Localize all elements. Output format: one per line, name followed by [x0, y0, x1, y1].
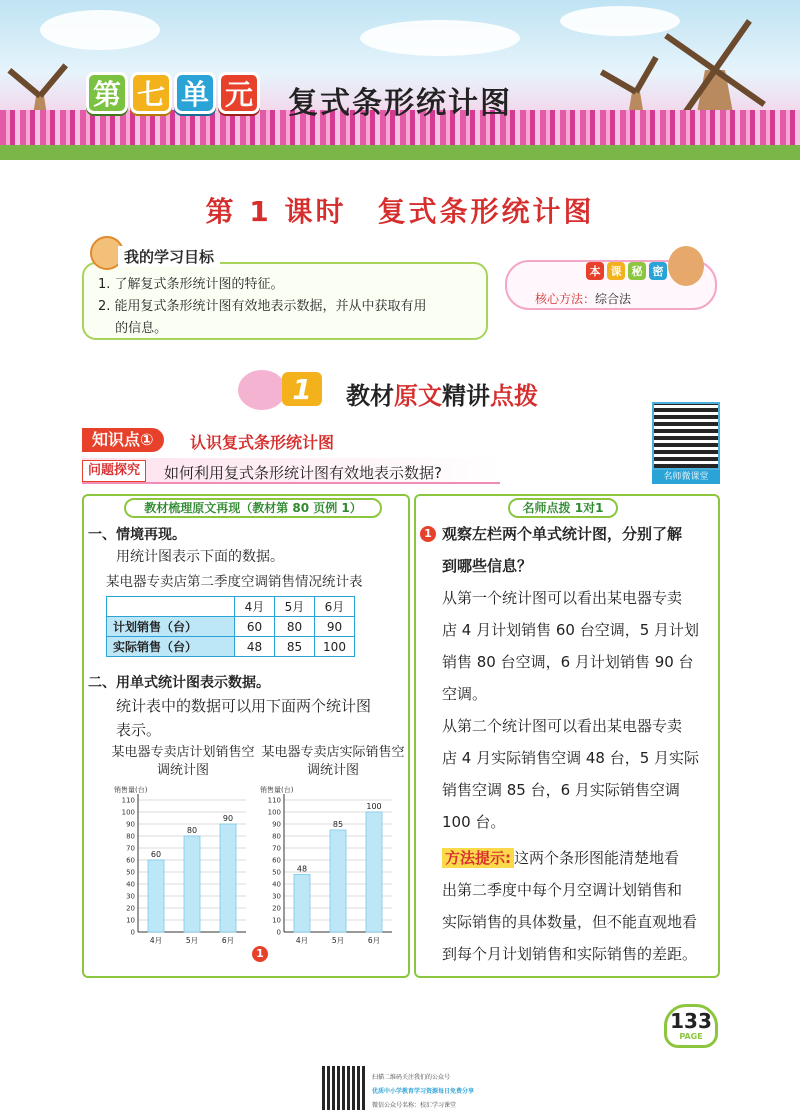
- y-tick-label: 30: [126, 892, 135, 901]
- y-tick-label: 30: [272, 892, 281, 901]
- x-tick-label: 5月: [185, 936, 199, 945]
- method-tip-tag: 方法提示:: [442, 848, 514, 868]
- table-cell: 6月: [315, 597, 355, 617]
- y-tick-label: 20: [272, 904, 281, 913]
- y-tick-label: 0: [130, 928, 135, 937]
- textbook-panel-header: 教材梳理原文再现（教材第 80 页例 1）: [124, 498, 382, 518]
- core-method-label: 核心方法：: [535, 292, 596, 306]
- table-cell: 实际销售（台）: [107, 637, 235, 657]
- table-cell: 100: [315, 637, 355, 657]
- qr-code-icon[interactable]: [322, 1066, 366, 1110]
- bar: [148, 860, 164, 932]
- bar: [294, 874, 310, 932]
- step-text: 用统计图表示下面的数据。: [116, 549, 284, 565]
- tip-paragraph-line: 从第二个统计图可以看出某电器专卖: [442, 717, 683, 735]
- step-text: 统计表中的数据可以用下面两个统计图: [116, 697, 372, 715]
- y-tick-label: 90: [126, 820, 135, 829]
- bar: [330, 830, 346, 932]
- secret-char: 课: [607, 262, 625, 280]
- unit-char: 单: [174, 72, 216, 114]
- y-tick-label: 70: [272, 844, 281, 853]
- footer-text: 扫描二维码关注我们的公众号: [372, 1074, 451, 1081]
- tip-paragraph-line: 销售空调 85 台，6 月实际销售空调: [442, 781, 680, 799]
- bar: [184, 836, 200, 932]
- chart-title: 某电器专卖店计划销售空调统计图: [111, 745, 255, 778]
- tip-paragraph-line: 销售 80 台空调，6 月计划销售 90 台: [442, 653, 694, 671]
- y-tick-label: 80: [126, 832, 135, 841]
- qr-code-icon[interactable]: [652, 402, 720, 470]
- footer-text: 优质中小学教育学习资源每日免费分享: [372, 1088, 475, 1095]
- tip-paragraph-line: 空调。: [442, 685, 488, 703]
- y-tick-label: 40: [126, 880, 135, 889]
- table-cell: 90: [315, 617, 355, 637]
- section-title-part: 点拨: [490, 382, 538, 410]
- x-tick-label: 4月: [295, 936, 309, 945]
- y-tick-label: 60: [126, 856, 135, 865]
- knowledge-point-tag: 知识点①: [82, 428, 164, 452]
- y-tick-label: 60: [272, 856, 281, 865]
- core-method: [535, 290, 631, 307]
- goal-item: 的信息。: [98, 321, 168, 336]
- unit-char: 七: [130, 72, 172, 114]
- method-tip-line: 实际销售的具体数量，但不能直观地看: [442, 913, 698, 931]
- lesson-title: 第 1 课时 复式条形统计图: [205, 195, 595, 228]
- y-tick-label: 20: [126, 904, 135, 913]
- unit-title: 复式条形统计图: [288, 86, 512, 121]
- tip-question: 到哪些信息？: [442, 557, 533, 575]
- learning-goals-box: [82, 262, 488, 340]
- cloud-decoration: [40, 10, 160, 50]
- footer-text: 微信公众号名称：校汇学习课堂: [372, 1102, 457, 1109]
- y-tick-label: 10: [272, 916, 281, 925]
- learning-goals-heading: 我的学习目标: [118, 246, 220, 267]
- teacher-tips-header: 名师点拨 1对1: [508, 498, 618, 518]
- section-title-part: 精讲: [442, 382, 490, 410]
- data-label: 85: [332, 820, 344, 829]
- tip-paragraph-line: 100 台。: [442, 813, 506, 831]
- unit-banner: [0, 0, 800, 160]
- core-method-value: 综合法: [595, 292, 632, 306]
- chart-title: 某电器专卖店实际销售空调统计图: [261, 745, 405, 778]
- section-title-part: 教材: [346, 382, 394, 410]
- secret-char: 本: [586, 262, 604, 280]
- qr-code-label: 名师微课堂: [652, 470, 720, 484]
- y-tick-label: 40: [272, 880, 281, 889]
- table-cell: 计划销售（台）: [107, 617, 235, 637]
- y-tick-label: 50: [126, 868, 135, 877]
- cloud-decoration: [360, 20, 520, 56]
- y-tick-label: 50: [272, 868, 281, 877]
- x-tick-label: 4月: [149, 936, 163, 945]
- unit-char: 第: [86, 72, 128, 114]
- x-tick-label: 6月: [221, 936, 235, 945]
- data-label: 80: [186, 826, 198, 835]
- y-tick-label: 100: [121, 808, 135, 817]
- data-label: 90: [222, 814, 234, 823]
- goal-item: 1. 了解复式条形统计图的特征。: [98, 277, 284, 292]
- table-cell: [107, 597, 235, 617]
- x-tick-label: 5月: [331, 936, 345, 945]
- unit-badge: [86, 72, 260, 114]
- method-tip-text: 这两个条形图能清楚地看: [514, 849, 680, 867]
- knowledge-point-title: 认识复式条形统计图: [190, 433, 335, 452]
- step-heading: 二、用单式统计图表示数据。: [88, 675, 270, 691]
- page-label: PAGE: [679, 1032, 703, 1041]
- actual-sales-bar-chart: [258, 780, 398, 950]
- y-tick-label: 90: [272, 820, 281, 829]
- grass-decoration: [0, 145, 800, 160]
- table-cell: 48: [235, 637, 275, 657]
- table-row: [107, 637, 355, 657]
- table-cell: 85: [275, 637, 315, 657]
- marker-badge: 1: [252, 946, 268, 962]
- y-tick-label: 80: [272, 832, 281, 841]
- bar: [220, 824, 236, 932]
- table-cell: 5月: [275, 597, 315, 617]
- y-tick-label: 10: [126, 916, 135, 925]
- tip-paragraph-line: 店 4 月实际销售空调 48 台，5 月实际: [442, 749, 700, 767]
- x-tick-label: 6月: [367, 936, 381, 945]
- section-number: 1: [282, 372, 322, 406]
- step-text: 表示。: [116, 721, 162, 739]
- tip-paragraph-line: 从第一个统计图可以看出某电器专卖: [442, 589, 683, 607]
- goal-item: 2. 能用复式条形统计图有效地表示数据，并从中获取有用: [98, 299, 427, 314]
- y-tick-label: 100: [267, 808, 281, 817]
- bar: [366, 812, 382, 932]
- y-tick-label: 70: [126, 844, 135, 853]
- data-label: 48: [296, 864, 308, 874]
- table-cell: 80: [275, 617, 315, 637]
- table-cell: 4月: [235, 597, 275, 617]
- data-label: 60: [150, 850, 162, 859]
- cloud-decoration: [560, 6, 680, 36]
- tip-paragraph-line: 店 4 月计划销售 60 台空调，5 月计划: [442, 621, 700, 639]
- step-heading: 一、情境再现。: [88, 527, 186, 543]
- sales-table: [106, 596, 355, 657]
- secret-char: 秘: [628, 262, 646, 280]
- method-tip-line: 到每个月计划销售和实际销售的差距。: [442, 945, 698, 963]
- table-title: 某电器专卖店第二季度空调销售情况统计表: [106, 574, 363, 590]
- monkey-mascot-icon: [668, 246, 704, 286]
- page-number: 133: [664, 1004, 718, 1048]
- table-row: [107, 617, 355, 637]
- table-header-row: [107, 597, 355, 617]
- planned-sales-bar-chart: [112, 780, 252, 950]
- data-label: 100: [366, 802, 382, 811]
- section-title-part: 原文: [394, 382, 442, 410]
- secret-char: 密: [649, 262, 667, 280]
- table-cell: 60: [235, 617, 275, 637]
- unit-char: 元: [218, 72, 260, 114]
- section-mascot-icon: [238, 370, 286, 410]
- tip-question: 观察左栏两个单式统计图，分别了解: [442, 525, 683, 543]
- question-tag: 问题探究: [82, 460, 146, 482]
- method-tip-line: [442, 842, 722, 874]
- y-tick-label: 110: [267, 796, 281, 805]
- y-tick-label: 110: [121, 796, 135, 805]
- question-text: 如何利用复式条形统计图有效地表示数据?: [164, 464, 442, 482]
- y-axis-label: 销售量(台): [114, 786, 148, 794]
- question-number-badge: 1: [420, 526, 436, 542]
- lesson-secret-tag: [586, 262, 667, 280]
- method-tip-line: 出第二季度中每个月空调计划销售和: [442, 881, 683, 899]
- section-title: [346, 376, 538, 411]
- y-axis-label: 销售量(台): [260, 786, 294, 794]
- y-tick-label: 0: [276, 928, 281, 937]
